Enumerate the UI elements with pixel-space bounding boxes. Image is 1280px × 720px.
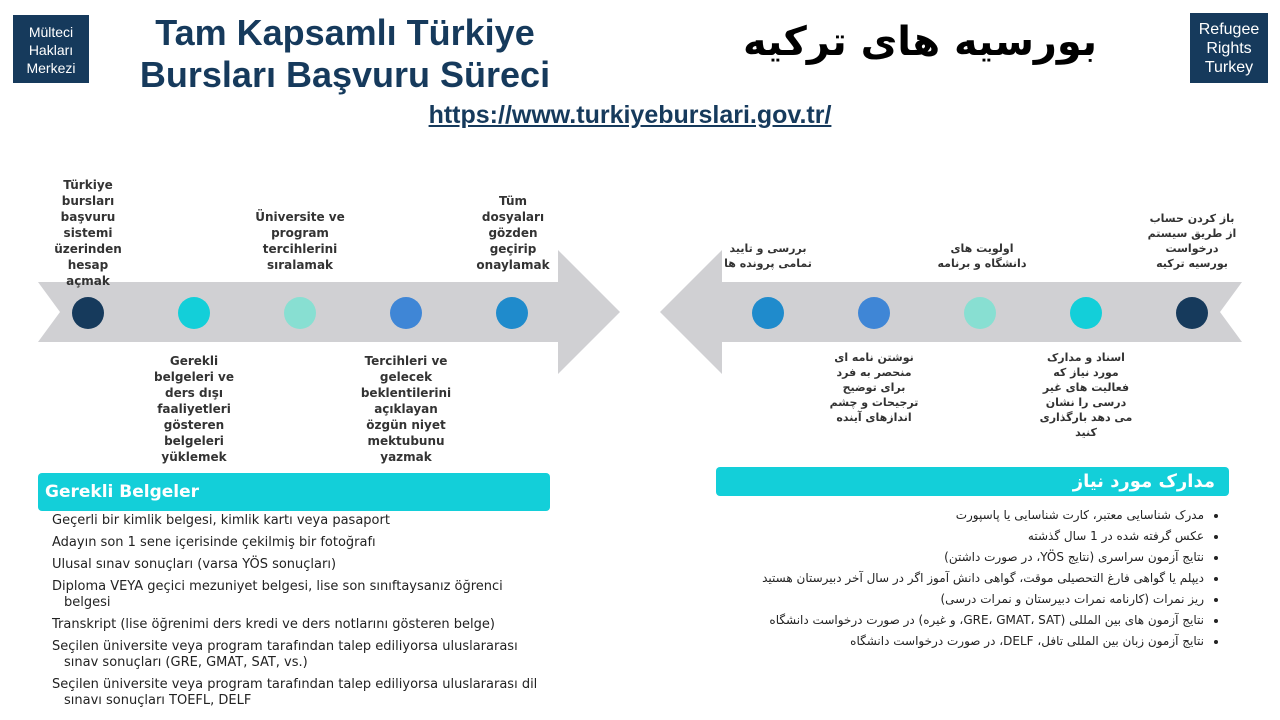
timeline-step-fa-5: بررسی و تایید تمامی پرونده ها — [724, 242, 812, 270]
timeline-step-fa-3: اولویت های دانشگاه و برنامه — [937, 242, 1027, 270]
timeline-step-fa-1: باز کردن حساب از طریق سیستم درخواست بورسیه ترکیه — [1147, 212, 1237, 270]
logo-left-line: Mülteci — [28, 24, 74, 40]
title-line-1: Tam Kapsamlı Türkiye — [155, 12, 535, 53]
list-item: • نتایج آزمون زبان بین المللی تافل، DELF، در صورت درخواست دانشگاه — [730, 634, 1204, 648]
list-item: • نتایج آزمون سراسری (نتایج YÖS، در صورت داشتن) — [730, 550, 1204, 564]
required-documents-header-persian: مدارک مورد نیاز — [716, 467, 1229, 496]
timeline-step-tr-1: Türkiye bursları başvuru sistemi üzerinden hesap açmak — [54, 178, 122, 288]
website-link[interactable]: https://www.turkiyeburslari.gov.tr/ — [428, 101, 832, 129]
list-item: • ریز نمرات (کارنامه نمرات دبیرستان و نمرات درسی) — [730, 592, 1204, 606]
timeline-step-tr-5: Tüm dosyaları gözden geçirip onaylamak — [476, 194, 550, 272]
required-documents-header: Gerekli Belgeler — [38, 473, 550, 511]
list-item — [52, 579, 552, 611]
logo-left-line: Hakları — [28, 42, 74, 58]
timeline-dot-tr-1 — [72, 297, 104, 329]
list-item: • نتایج آزمون های بین المللی (GRE، GMAT، SAT، و غیره) در صورت درخواست دانشگاه — [730, 613, 1204, 627]
list-item — [52, 677, 552, 709]
list-item: • عکس گرفته شده در 1 سال گذشته — [730, 529, 1204, 543]
list-item-text: Ulusal sınav sonuçları (varsa YÖS sonuçları) — [52, 557, 337, 572]
timeline-dot-fa-5 — [752, 297, 784, 329]
list-item-text: Adayın son 1 sene içerisinde çekilmiş bir fotoğrafı — [52, 535, 376, 550]
page-title-persian: بورسیه های ترکیه — [742, 19, 1098, 65]
timeline-dot-fa-4 — [858, 297, 890, 329]
list-item — [52, 639, 552, 671]
list-item — [52, 535, 552, 551]
timeline-dot-fa-2 — [1070, 297, 1102, 329]
timeline-dot-tr-2 — [178, 297, 210, 329]
logo-right-line: Refugee — [1198, 21, 1260, 38]
list-item — [52, 617, 552, 633]
list-item-text: Geçerli bir kimlik belgesi, kimlik kartı veya pasaport — [52, 513, 390, 528]
timeline-step-fa-2: اسناد و مدارک مورد نیاز که فعالیت های غیر درسی را نشان می دهد بارگذاری کنید — [1039, 351, 1133, 439]
logo-right-line: Rights — [1206, 40, 1252, 57]
timeline-step-tr-4: Tercihleri ve gelecek beklentilerini açıklayan özgün niyet mektubunu yazmak — [360, 354, 452, 464]
required-documents-list — [52, 513, 552, 715]
list-item — [52, 557, 552, 573]
list-item: • دیپلم یا گواهی فارغ التحصیلی موقت، گواهی دانش آموز اگر در سال آخر دبیرستان هستید — [730, 571, 1204, 585]
title-line-2: Bursları Başvuru Süreci — [139, 54, 551, 95]
list-item-text: Transkript (lise öğrenimi ders kredi ve ders notlarını gösteren belge) — [52, 617, 495, 632]
list-item-text: Seçilen üniversite veya program tarafından talep ediliyorsa uluslararası dil sınavı sonuçları TOEFL, DELF — [52, 677, 538, 708]
list-item — [52, 513, 552, 529]
timeline-dot-fa-1 — [1176, 297, 1208, 329]
logo-right-line: Turkey — [1204, 59, 1254, 76]
timeline-dot-tr-4 — [390, 297, 422, 329]
logo-left-line: Merkezi — [26, 60, 76, 76]
timeline-dot-tr-5 — [496, 297, 528, 329]
list-item: • مدرک شناسایی معتبر، کارت شناسایی یا پاسپورت — [730, 508, 1204, 522]
timeline-step-tr-3: Üniversite ve program tercihlerini sıralamak — [255, 210, 345, 272]
required-documents-list-persian — [730, 508, 1222, 655]
timeline-step-tr-2: Gerekli belgeleri ve ders dışı faaliyetleri gösteren belgeleri yüklemek — [154, 354, 234, 464]
timeline-dot-tr-3 — [284, 297, 316, 329]
timeline-step-fa-4: نوشتن نامه ای منحصر به فرد برای توضیح ترجیحات و چشم اندازهای آینده — [829, 351, 919, 424]
list-item-text: Diploma VEYA geçici mezuniyet belgesi, lise son sınıftaysanız öğrenci belgesi — [52, 579, 503, 610]
timeline-dot-fa-3 — [964, 297, 996, 329]
list-item-text: Seçilen üniversite veya program tarafından talep ediliyorsa uluslararası sınav sonuçları (GRE, GMAT, SAT, vs.) — [52, 639, 518, 670]
